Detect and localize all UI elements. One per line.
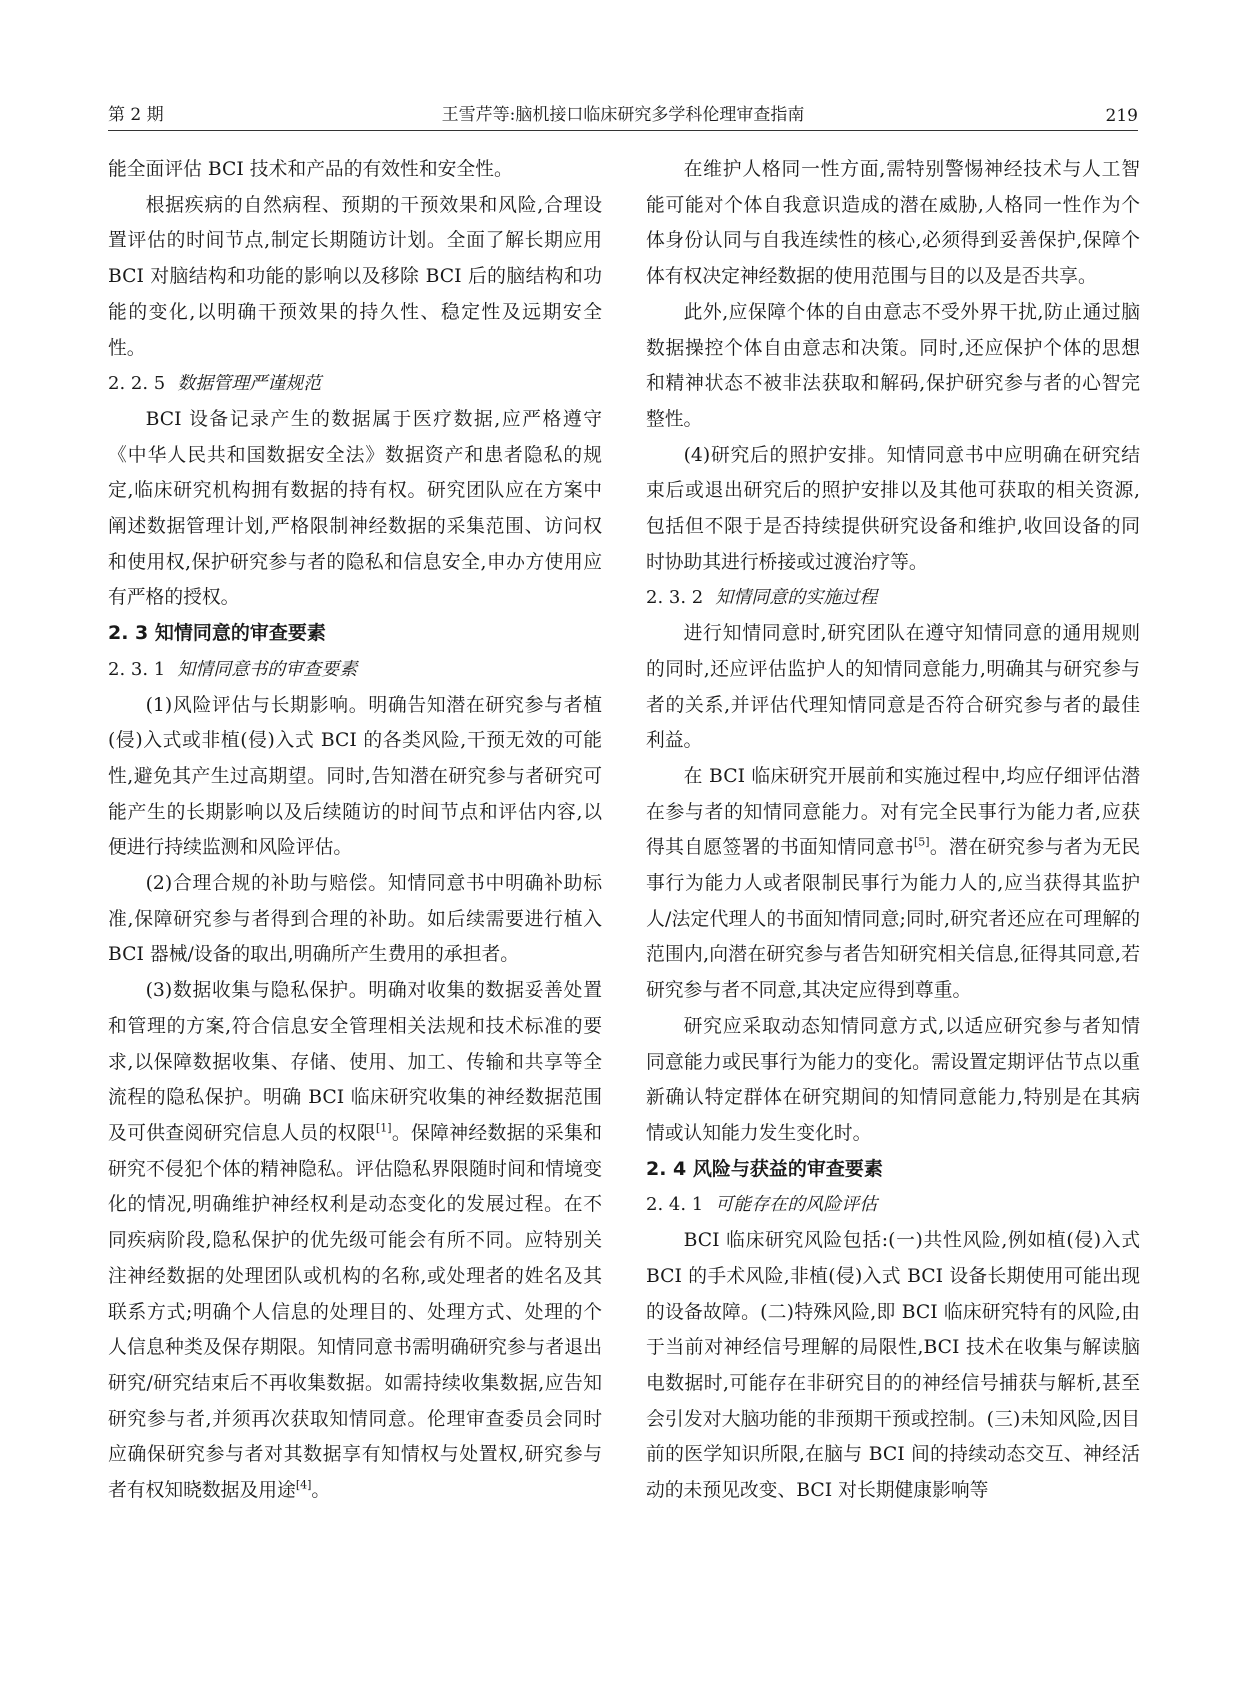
section-number: 2. 4. 1 [646,1194,704,1216]
paragraph [108,973,602,1509]
section-heading-2-3: 2. 3 知情同意的审查要素 [108,622,326,645]
paragraph: 此外,应保障个体的自由意志不受外界干扰,防止通过脑数据操控个体自由意志和决策。同时,还应保护个体的思想和精神状态不被非法获取和解码,保护研究参与者的心智完整性。 [646,301,1140,430]
citation-ref: [4] [295,1478,312,1492]
section-heading-2-2-5 [108,366,602,402]
section-title: 可能存在的风险评估 [715,1194,878,1216]
header-rule [108,130,1138,131]
section-title: 数据管理严谨规范 [177,373,322,395]
paragraph: (1)风险评估与长期影响。明确告知潜在研究参与者植(侵)入式或非植(侵)入式 BCI 的各类风险,干预无效的可能性,避免其产生过高期望。同时,告知潜在研究参与者研究可能产生的长期影响以及后续随访的时间节点和评估内容,以便进行持续监测和风险评估。 [108,694,602,859]
text-run: 。潜在研究参与者为无民事行为能力人或者限制民事行为能力人的,应当获得其监护人/法定代理人的书面知情同意;同时,研究者还应在可理解的范围内,向潜在研究参与者告知研究相关信息,征得其同意,若研究参与者不同意,其决定应得到尊重。 [646,837,1141,1002]
section-heading-2-3-2 [646,580,1140,616]
left-column [108,152,602,1509]
section-number: 2. 3. 2 [646,587,704,609]
paragraph: BCI 临床研究风险包括:(一)共性风险,例如植(侵)入式 BCI 的手术风险,非植(侵)入式 BCI 设备长期使用可能出现的设备故障。(二)特殊风险,即 BCI 临床研究特有的风险,由于当前对神经信号理解的局限性,BCI 技术在收集与解读脑电数据时,可能存在非研究目的的神经信号捕获与解析,甚至会引发对大脑功能的非预期干预或控制。(三)未知风险,因目前的医学知识所限,在脑与 BCI 间的持续动态交互、神经活动的未预见改变、BCI 对长期健康影响等 [646,1230,1140,1502]
section-heading-2-4-1 [646,1187,1140,1223]
right-column [646,152,1140,1509]
paragraph: (4)研究后的照护安排。知情同意书中应明确在研究结束后或退出研究后的照护安排以及其他可获取的相关资源,包括但不限于是否持续提供研究设备和维护,收回设备的同时协助其进行桥接或过渡治疗等。 [646,444,1140,573]
running-title: 王雪芹等:脑机接口临床研究多学科伦理审查指南 [441,105,805,125]
paragraph [646,759,1140,1009]
section-heading-2-3-1 [108,652,602,688]
paragraph: 在维护人格同一性方面,需特别警惕神经技术与人工智能可能对个体自我意识造成的潜在威胁,人格同一性作为个体身份认同与自我连续性的核心,必须得到妥善保护,保障个体有权决定神经数据的使用范围与目的以及是否共享。 [646,159,1140,288]
section-title: 知情同意书的审查要素 [177,658,358,680]
text-run: (3)数据收集与隐私保护。明确对收集的数据妥善处置和管理的方案,符合信息安全管理相关法规和技术标准的要求,以保障数据收集、存储、使用、加工、传输和共享等全流程的隐私保护。明确 BCI 临床研究收集的神经数据范围及可供查阅研究信息人员的权限 [108,980,602,1144]
section-number: 2. 3. 1 [108,658,166,680]
section-number: 2. 2. 5 [108,373,166,395]
page-number: 219 [1105,106,1138,126]
paragraph: 根据疾病的自然病程、预期的干预效果和风险,合理设置评估的时间节点,制定长期随访计划。全面了解长期应用 BCI 对脑结构和功能的影响以及移除 BCI 后的脑结构和功能的变化,以明确干预效果的持久性、稳定性及远期安全性。 [108,194,602,359]
section-title: 知情同意的实施过程 [715,587,878,609]
section-heading-2-4: 2. 4 风险与获益的审查要素 [646,1157,883,1180]
citation-ref: [5] [913,836,930,850]
paragraph: (2)合理合规的补助与赔偿。知情同意书中明确补助标准,保障研究参与者得到合理的补助。如后续需要进行植入 BCI 器械/设备的取出,明确所产生费用的承担者。 [108,873,602,966]
citation-ref: [1] [375,1121,392,1135]
paragraph: 进行知情同意时,研究团队在遵守知情同意的通用规则的同时,还应评估监护人的知情同意能力,明确其与研究参与者的关系,并评估代理知情同意是否符合研究参与者的最佳利益。 [646,623,1140,752]
paragraph: BCI 设备记录产生的数据属于医疗数据,应严格遵守《中华人民共和国数据安全法》数据资产和患者隐私的规定,临床研究机构拥有数据的持有权。研究团队应在方案中阐述数据管理计划,严格限制神经数据的采集范围、访问权和使用权,保护研究参与者的隐私和信息安全,申办方使用应有严格的授权。 [108,408,602,609]
text-run: 在 BCI 临床研究开展前和实施过程中,均应仔细评估潜在参与者的知情同意能力。对有完全民事行为能力者,应获得其自愿签署的书面知情同意书 [646,765,1140,859]
issue-number: 第 2 期 [108,105,164,125]
text-run: 。 [311,1480,331,1502]
text-run: 。保障神经数据的采集和研究不侵犯个体的精神隐私。评估隐私界限随时间和情境变化的情况,明确维护神经权利是动态变化的发展过程。在不同疾病阶段,隐私保护的优先级可能会有所不同。应特别关注神经数据的处理团队或机构的名称,或处理者的姓名及其联系方式;明确个人信息的处理目的、处理方式、处理的个人信息种类及保存期限。知情同意书需明确研究参与者退出研究/研究结束后不再收集数据。如需持续收集数据,应告知研究参与者,并须再次获取知情同意。伦理审查委员会同时应确保研究参与者对其数据享有知情权与处置权,研究参与者有权知晓数据及用途 [108,1122,603,1502]
paragraph: 研究应采取动态知情同意方式,以适应研究参与者知情同意能力或民事行为能力的变化。需设置定期评估节点以重新确认特定群体在研究期间的知情同意能力,特别是在其病情或认知能力发生变化时。 [646,1015,1140,1144]
paragraph: 能全面评估 BCI 技术和产品的有效性和安全性。 [108,159,513,180]
